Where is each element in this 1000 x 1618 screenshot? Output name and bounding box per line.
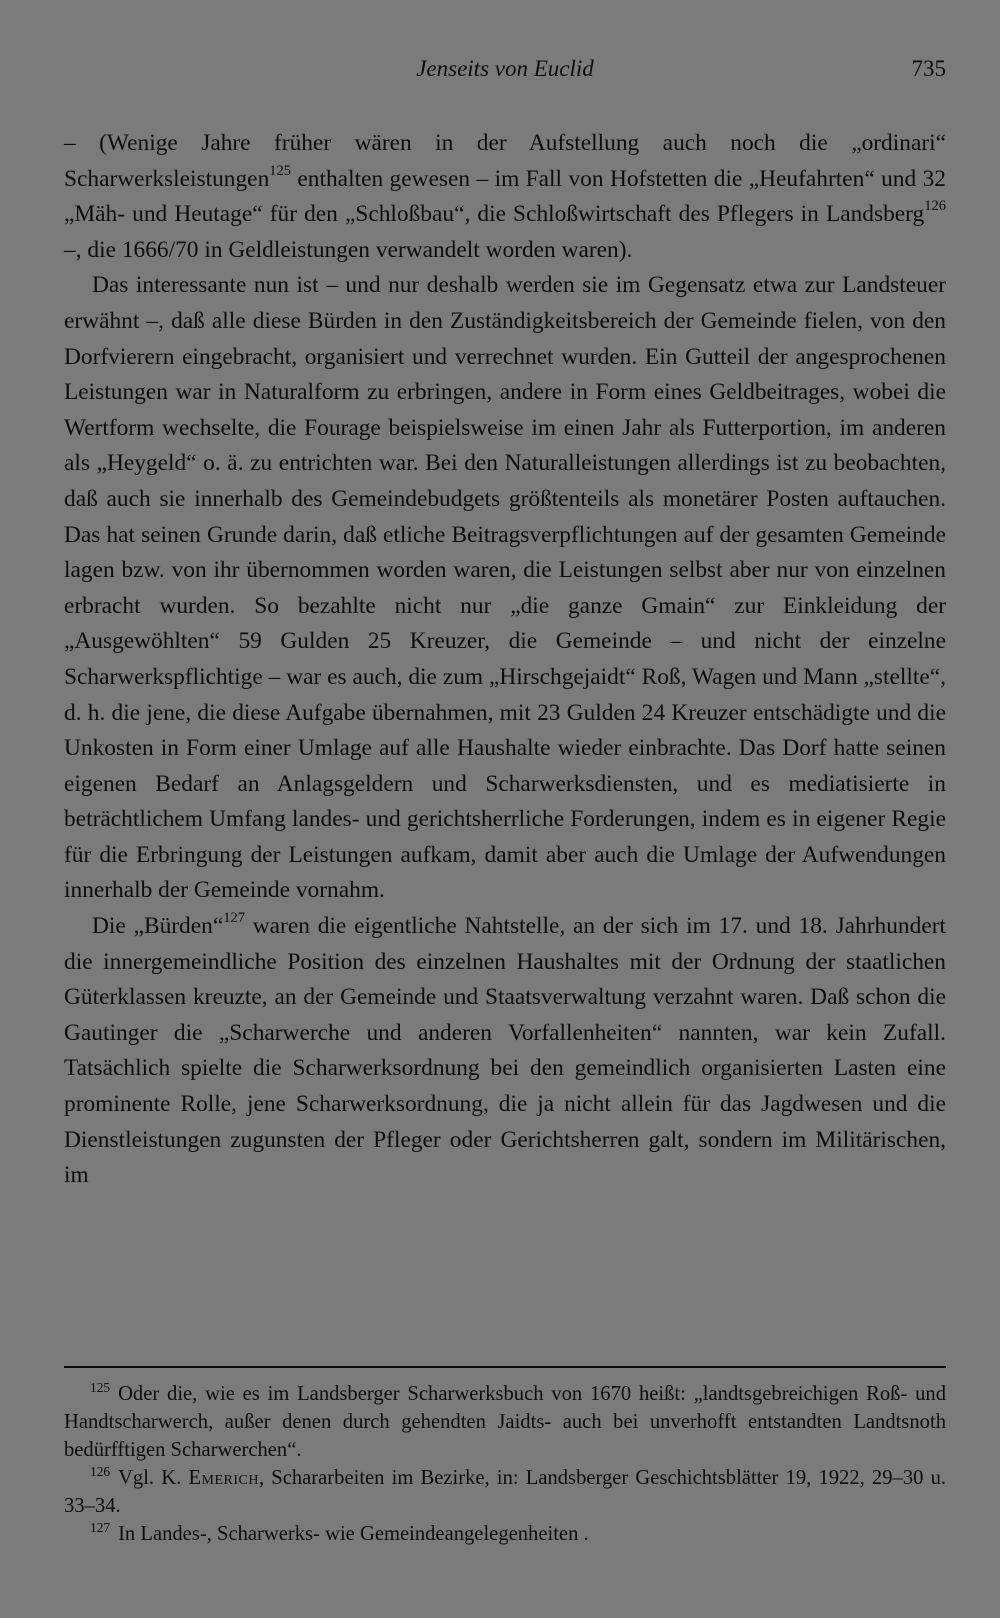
footnote-number: 127 [90, 1520, 111, 1536]
text-run: enthalten gewesen – im Fall von Hofstetten die „Heufahrten“ und 32 „Mäh- und Heutage“ für den „Schloßbau“, die Schloßwirtschaft des Pflegers in Landsberg [64, 165, 946, 228]
paragraph [64, 126, 946, 268]
running-head [64, 56, 946, 90]
footnote [64, 1380, 946, 1464]
footnote [64, 1520, 946, 1548]
footnote-reference: 126 [924, 198, 946, 215]
footnote-reference: 127 [223, 910, 245, 927]
text-run: Vgl. K. [118, 1467, 189, 1489]
text-run: Die „Bürden“ [92, 913, 224, 940]
text-run: In Landes-, Scharwerks- wie Gemeindeangelegenheiten . [118, 1523, 589, 1545]
paragraph [64, 909, 946, 1194]
footnotes [64, 1380, 946, 1548]
body-text [64, 126, 946, 1194]
text-run: Oder die, wie es im Landsberger Scharwerksbuch von 1670 heißt: „landtsgebreichigen Roß- und Handtscharwerch, außer denen durch gehendten Jaidts- auch bei unverhofft entstandten Landtsnoth bedürfftigen Scharwerchen“. [64, 1383, 946, 1461]
footnote-rule [64, 1366, 946, 1368]
footnote [64, 1464, 946, 1520]
author-name: Emerich [188, 1467, 259, 1489]
text-run: Das interessante nun ist – und nur deshalb werden sie im Gegensatz etwa zur Landsteuer erwähnt –, daß alle diese Bürden in den Zuständigkeitsbereich der Gemeinde fielen, von den Dorfvierern eingebracht, organisiert und verrechnet wurden. Ein Gutteil der angesprochenen Leistungen war in Naturalform zu erbringen, andere in Form eines Geldbeitrages, wobei die Wertform wechselte, die Fourage beispielsweise im einen Jahr als Futterportion, im anderen als „Heygeld“ o. ä. zu entrichten war. Bei den Naturalleistungen allerdings ist zu beobachten, daß auch sie innerhalb des Gemeindebudgets größtenteils als monetärer Posten auftauchen. Das hat seinen Grunde darin, daß etliche Beitragsverpflichtungen auf der gesamten Gemeinde lagen bzw. von ihr übernommen worden waren, die Leistungen selbst aber nur von einzelnen erbracht wurden. So bezahlte nicht nur „die ganze Gmain“ zur Einkleidung der „Ausgewöhlten“ 59 Gulden 25 Kreuzer, die Gemeinde – und nicht der einzelne Scharwerkspflichtige – war es auch, die zum „Hirschgejaidt“ Roß, Wagen und Mann „stellte“, d. h. die jene, die diese Aufgabe übernahmen, mit 23 Gulden 24 Kreuzer entschädigte und die Unkosten in Form einer Umlage auf alle Haushalte wieder einbrachte. Das Dorf hatte seinen eigenen Bedarf an Anlagsgeldern und Scharwerksdiensten, und es mediatisierte in beträchtlichem Umfang landes- und gerichtsherrliche Forderungen, indem es in eigener Regie für die Erbringung der Leistungen aufkam, damit aber auch die Umlage der Aufwendungen innerhalb der Gemeinde vornahm. [64, 272, 946, 904]
page-number: 735 [911, 56, 946, 81]
footnote-reference: 125 [269, 162, 292, 179]
footnote-number: 125 [90, 1380, 111, 1396]
text-run: , Schararbeiten im Bezirke, in: Landsberger Geschichtsblätter 19, 1922, 29–30 u. 33–34. [64, 1467, 947, 1517]
text-run: – (Wenige Jahre früher wären in der Aufstellung auch noch die „ordinari“ Scharwerksleistungen [64, 130, 946, 192]
paragraph [64, 268, 946, 909]
text-run: waren die eigentliche Nahtstelle, an der sich im 17. und 18. Jahrhundert die innergemeindliche Position des einzelnen Haushaltes mit der Ordnung der staatlichen Güterklassen kreuzte, an der Gemeinde und Staatsverwaltung verzahnt waren. Daß schon die Gautinger die „Scharwerche und anderen Vorfallenheiten“ nannten, war kein Zufall. Tatsächlich spielte die Scharwerksordnung bei den gemeindlich organisierten Lasten eine prominente Rolle, jene Scharwerksordnung, die ja nicht allein für das Jagdwesen und die Dienstleistungen zugunsten der Pfleger oder Gerichtsherren galt, sondern im Militärischen, im [64, 913, 946, 1189]
footnote-number: 126 [90, 1464, 111, 1480]
running-title: Jenseits von Euclid [416, 56, 594, 81]
text-run: –, die 1666/70 in Geldleistungen verwandelt worden waren). [64, 236, 633, 263]
